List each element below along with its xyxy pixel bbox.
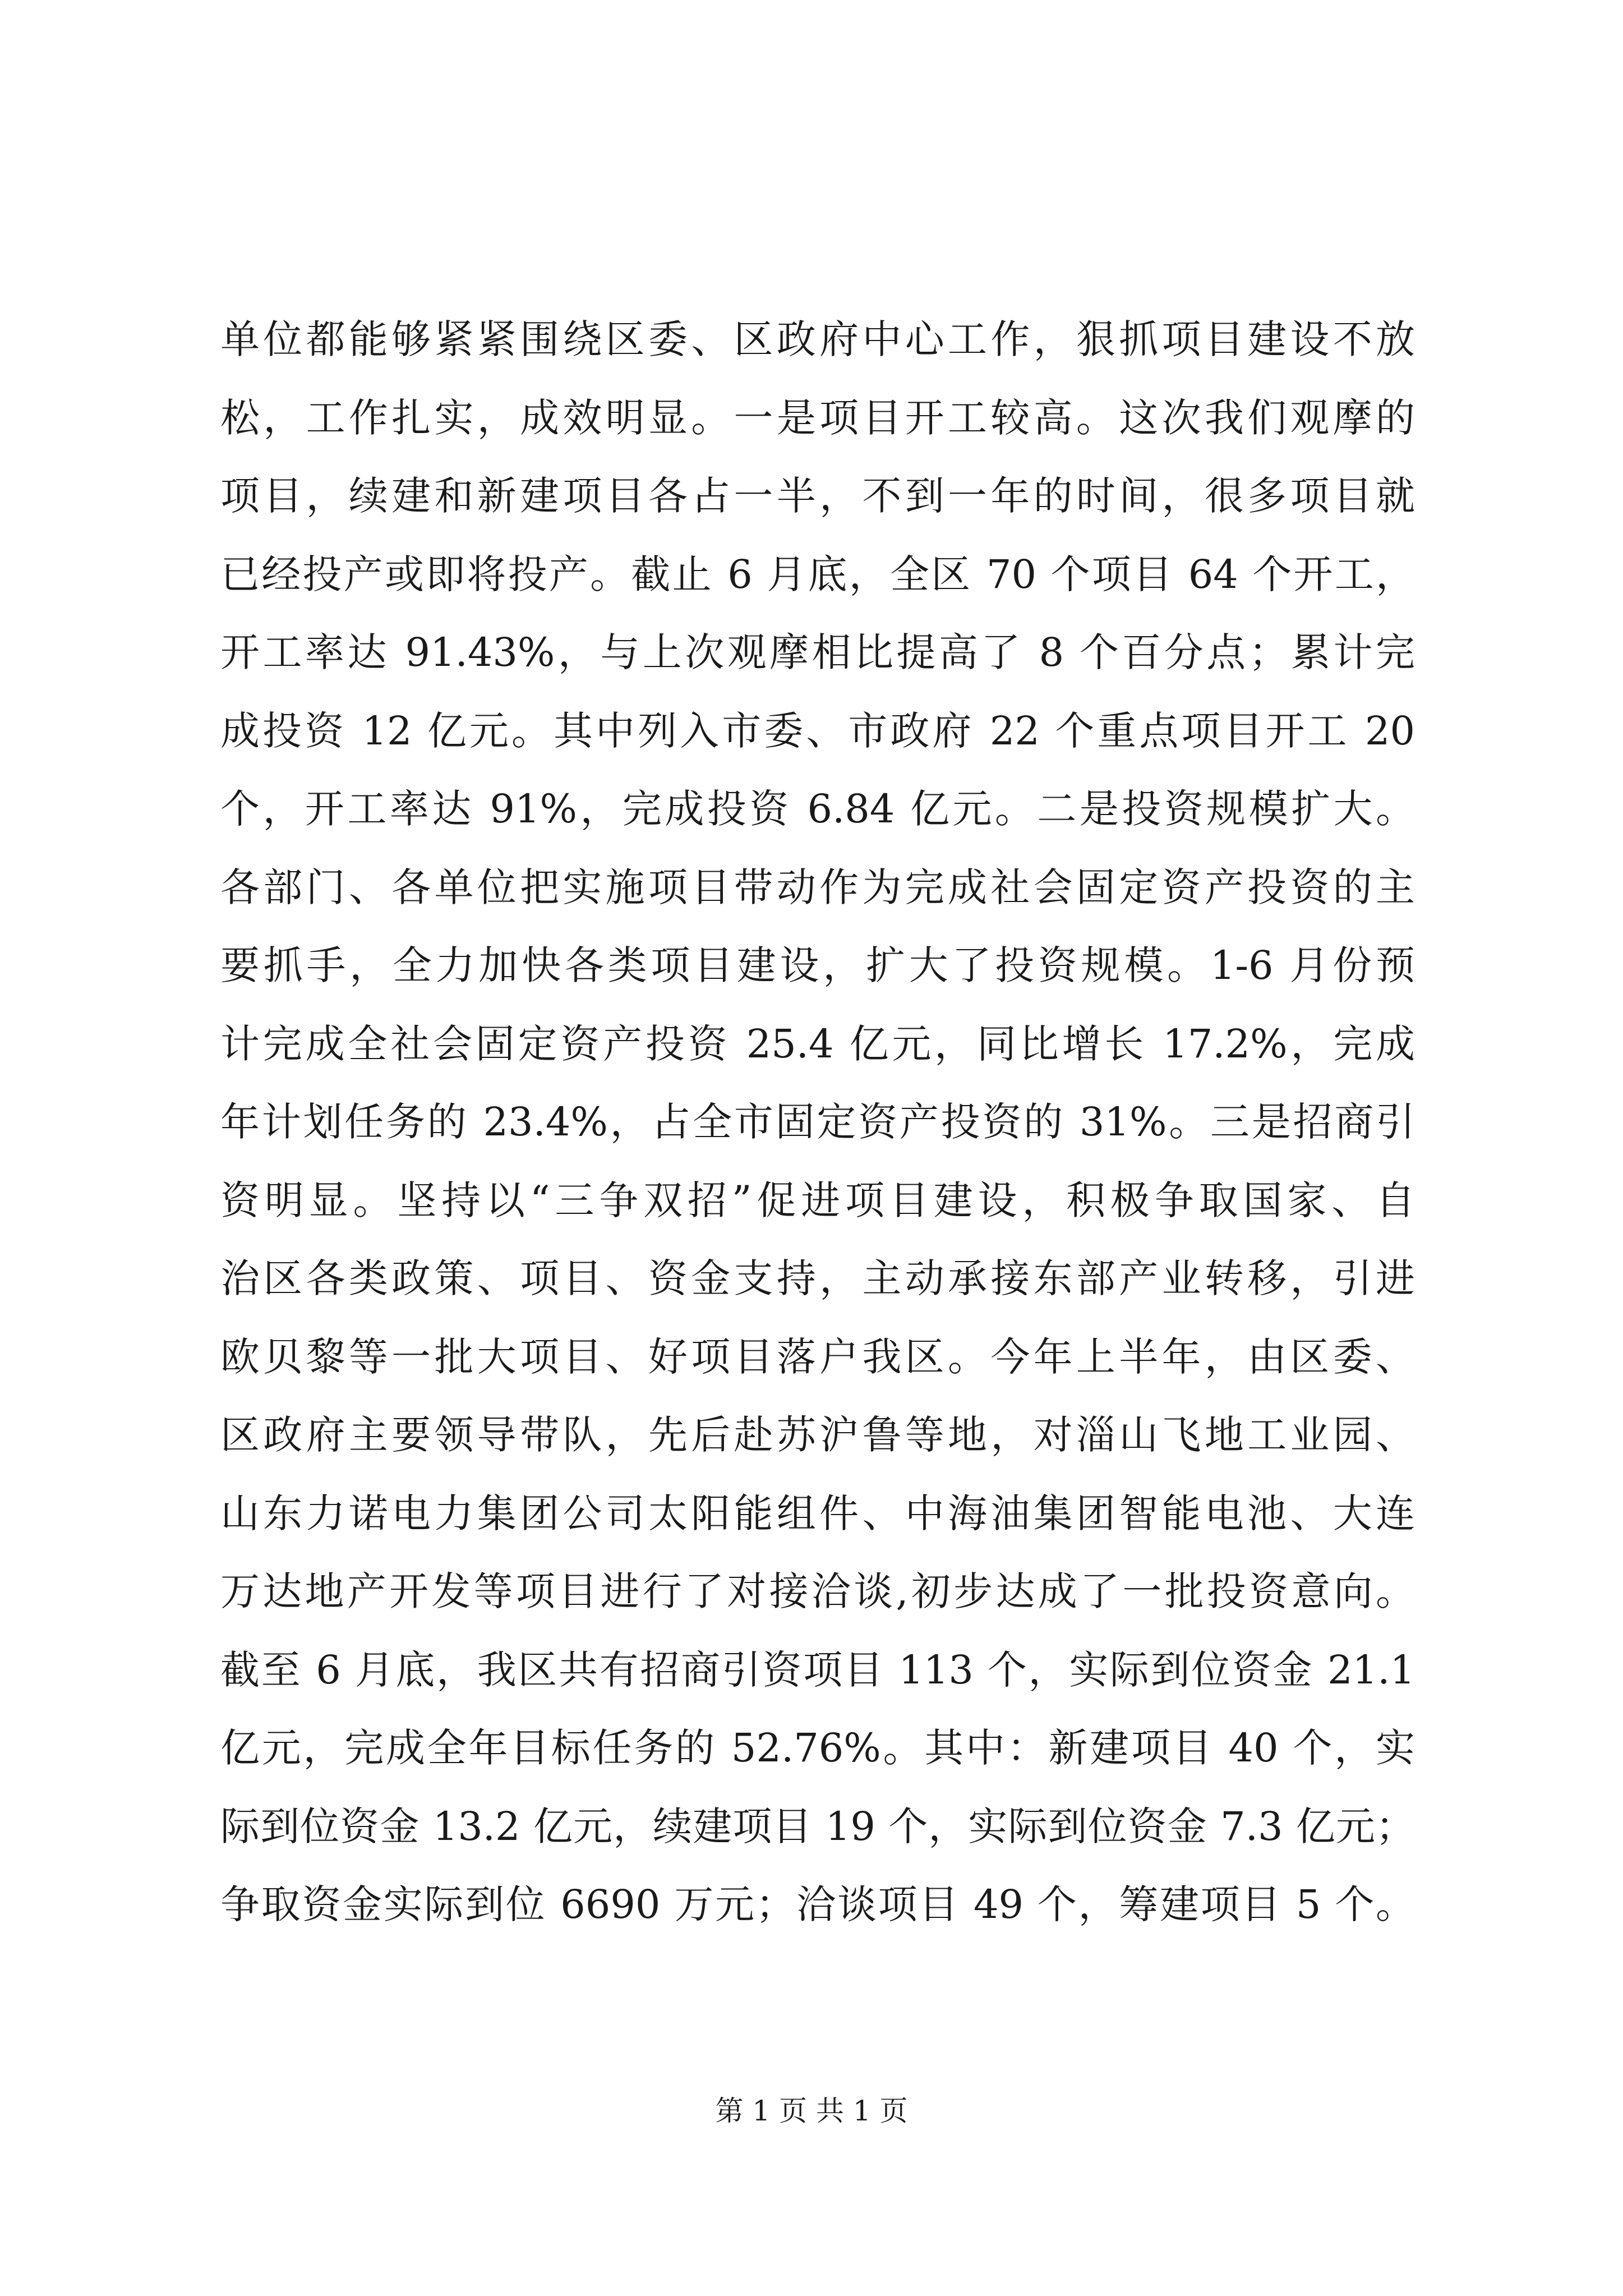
text-line: 各部门、各单位把实施项目带动作为完成社会固定资产投资的主	[220, 864, 1415, 910]
text-line: 治区各类政策、项目、资金支持，主动承接东部产业转移，引进	[220, 1255, 1415, 1301]
text-line: 际到位资金 13.2 亿元，续建项目 19 个，实际到位资金 7.3 亿元；	[220, 1803, 1415, 1849]
text-line: 个，开工率达 91%，完成投资 6.84 亿元。二是投资规模扩大。	[220, 786, 1415, 832]
text-line: 争取资金实际到位 6690 万元；洽谈项目 49 个，筹建项目 5 个。	[220, 1881, 1415, 1927]
text-line: 项目，续建和新建项目各占一半，不到一年的时间，很多项目就	[220, 473, 1415, 519]
body-paragraph	[220, 301, 1415, 1944]
text-line: 欧贝黎等一批大项目、好项目落户我区。今年上半年，由区委、	[220, 1333, 1415, 1380]
text-line: 亿元，完成全年目标任务的 52.76%。其中：新建项目 40 个，实	[220, 1725, 1415, 1771]
text-line: 要抓手，全力加快各类项目建设，扩大了投资规模。1-6 月份预	[220, 942, 1415, 988]
text-line: 山东力诺电力集团公司太阳能组件、中海油集团智能电池、大连	[220, 1490, 1415, 1536]
text-line: 区政府主要领导带队，先后赴苏沪鲁等地，对淄山飞地工业园、	[220, 1412, 1415, 1458]
text-line: 单位都能够紧紧围绕区委、区政府中心工作，狠抓项目建设不放	[220, 316, 1415, 362]
text-line: 成投资 12 亿元。其中列入市委、市政府 22 个重点项目开工 20	[220, 707, 1415, 754]
text-line: 计完成全社会固定资产投资 25.4 亿元，同比增长 17.2%，完成	[220, 1020, 1415, 1067]
text-line: 松，工作扎实，成效明显。一是项目开工较高。这次我们观摩的	[220, 394, 1415, 441]
text-line: 已经投产或即将投产。截止 6 月底，全区 70 个项目 64 个开工，	[220, 551, 1415, 597]
text-line: 截至 6 月底，我区共有招商引资项目 113 个，实际到位资金 21.1	[220, 1646, 1415, 1693]
text-line: 万达地产开发等项目进行了对接洽谈,初步达成了一批投资意向。	[220, 1568, 1415, 1614]
text-line: 年计划任务的 23.4%，占全市固定资产投资的 31%。三是招商引	[220, 1099, 1415, 1145]
page-footer: 第 1 页 共 1 页	[715, 2095, 908, 2127]
text-line: 资明显。坚持以“三争双招”促进项目建设，积极争取国家、自	[220, 1177, 1415, 1223]
text-line: 开工率达 91.43%，与上次观摩相比提高了 8 个百分点；累计完	[220, 629, 1415, 675]
